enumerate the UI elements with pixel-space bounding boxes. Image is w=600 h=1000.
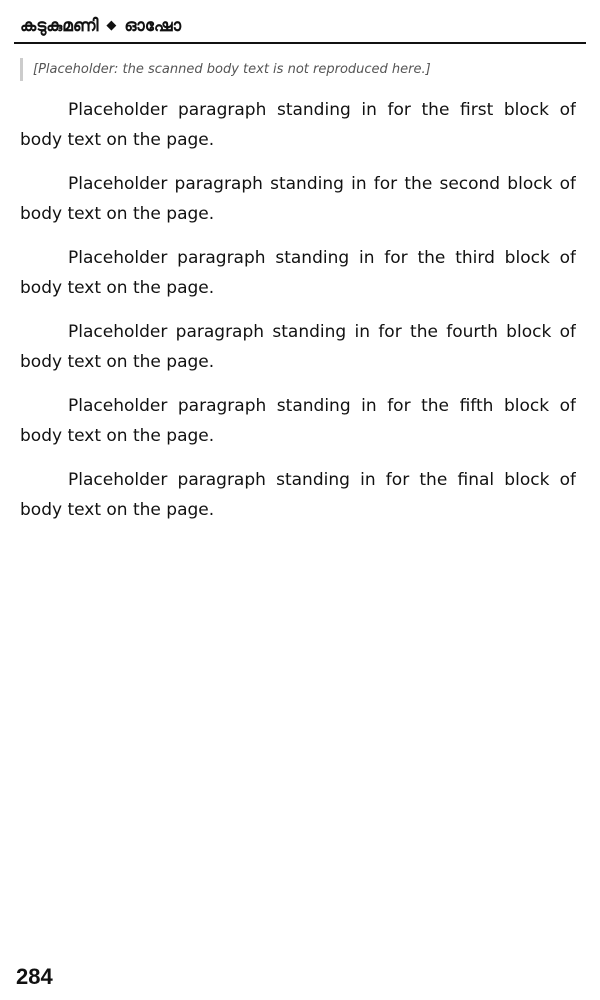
paragraph: Placeholder paragraph standing in for the second block of body text on the page. <box>20 174 576 224</box>
author-name: ഓഷോ <box>124 16 182 36</box>
paragraph: Placeholder paragraph standing in for the third block of body text on the page. <box>20 248 576 298</box>
placeholder-note: [Placeholder: the scanned body text is not reproduced here.] <box>20 58 576 81</box>
paragraph: Placeholder paragraph standing in for the fifth block of body text on the page. <box>20 396 576 446</box>
paragraph: Placeholder paragraph standing in for the fourth block of body text on the page. <box>20 322 576 372</box>
diamond-icon: ◆ <box>106 17 117 33</box>
page-body <box>20 58 576 938</box>
page-number: 284 <box>16 964 53 989</box>
book-title: കടുകുമണി <box>20 16 99 36</box>
paragraph: Placeholder paragraph standing in for the first block of body text on the page. <box>20 100 576 150</box>
paragraph: Placeholder paragraph standing in for the final block of body text on the page. <box>20 470 576 520</box>
running-header <box>14 10 586 44</box>
